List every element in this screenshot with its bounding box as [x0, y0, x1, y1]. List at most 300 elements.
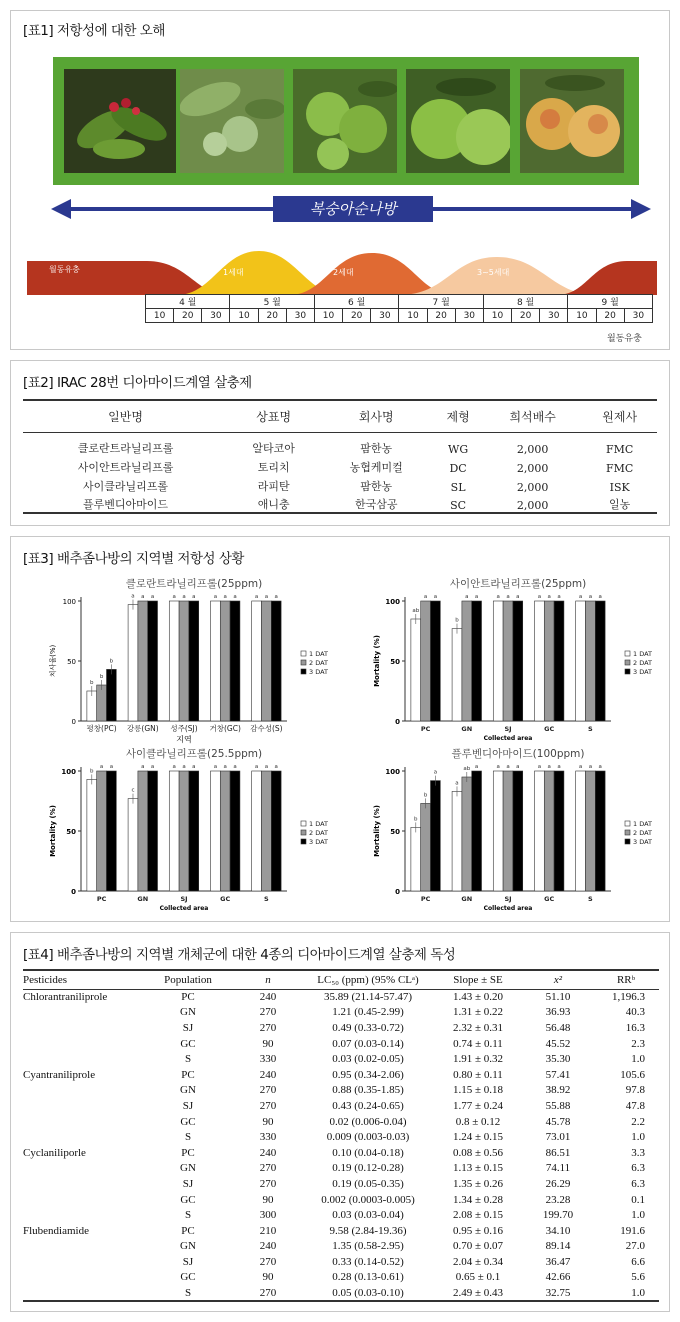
bar — [138, 771, 148, 891]
table-cell: GC — [180, 1271, 196, 1284]
legend-swatch — [625, 830, 630, 835]
significance-letter: a — [233, 594, 237, 600]
panel-table2 — [10, 360, 670, 526]
table-row — [23, 1098, 659, 1114]
bar — [452, 629, 462, 721]
table-cell: 2,000 — [516, 499, 549, 512]
table-cell: 97.8 — [625, 1084, 645, 1097]
significance-letter: a — [496, 764, 500, 770]
table-row — [23, 432, 657, 456]
calendar-day: 20 — [258, 309, 286, 323]
x-tick-label: GN — [461, 725, 473, 733]
table-cell: GC — [180, 1115, 196, 1128]
calendar-day: 10 — [568, 309, 596, 323]
table-row — [23, 1020, 659, 1036]
header-cell: Pesticides — [23, 973, 67, 986]
significance-letter: a — [516, 594, 520, 600]
table-cell: 1.31 ± 0.22 — [452, 1006, 504, 1019]
panel4-title: [표4] 배추좀나방의 지역별 개체군에 대한 4종의 디아마이드계열 살충제 독성 — [23, 947, 456, 963]
table-cell: 270 — [259, 1099, 277, 1112]
bar — [411, 827, 421, 891]
bar — [576, 771, 586, 891]
significance-letter: a — [254, 594, 259, 600]
table-cell: 2.04 ± 0.34 — [452, 1255, 504, 1268]
table-cell: PC — [181, 1224, 195, 1237]
legend-swatch — [301, 821, 306, 826]
table-cell: 2.08 ± 0.15 — [452, 1209, 504, 1222]
table-cell: GN — [180, 1006, 196, 1019]
calendar-day: 20 — [427, 309, 455, 323]
x-tick-label: 거창(GC) — [209, 724, 241, 733]
significance-letter: a — [99, 764, 104, 770]
calendar-day: 10 — [399, 309, 427, 323]
bar — [513, 601, 523, 721]
significance-letter: a — [474, 594, 479, 600]
table-cell: 16.3 — [625, 1021, 645, 1034]
table-cell: 270 — [259, 1084, 277, 1097]
table-cell: Chlorantraniliprole — [23, 991, 108, 1004]
significance-letter: a — [516, 764, 520, 770]
bar — [230, 771, 240, 891]
table-cell: 35.30 — [545, 1053, 571, 1066]
y-tick-label: 100 — [62, 598, 76, 606]
bar — [431, 781, 441, 891]
table-cell: SL — [450, 481, 466, 494]
table-cell — [23, 1176, 143, 1192]
significance-letter: a — [598, 764, 602, 770]
calendar-day: 20 — [512, 309, 540, 323]
table-row — [23, 494, 657, 513]
x-tick-label: 평창(PC) — [86, 724, 117, 733]
y-tick-label: 100 — [385, 768, 400, 776]
bar — [421, 601, 431, 721]
header-cell: 일반명 — [108, 409, 143, 424]
header-cell: x² — [553, 973, 563, 986]
significance-letter: b — [99, 674, 104, 680]
bar — [544, 601, 554, 721]
y-tick-label: 50 — [390, 828, 400, 836]
calendar-day: 30 — [540, 309, 568, 323]
significance-letter: a — [274, 764, 278, 770]
table-cell: 1.77 ± 0.24 — [452, 1099, 504, 1112]
y-tick-label: 100 — [385, 598, 400, 606]
table-cell: 330 — [259, 1131, 277, 1144]
table-cell: 240 — [259, 991, 277, 1004]
table-cell — [23, 1285, 143, 1301]
bar — [595, 771, 605, 891]
table-cell: 90 — [262, 1115, 274, 1128]
table-cell: 2,000 — [516, 443, 549, 456]
table-cell: 330 — [259, 1053, 277, 1066]
product-table-header — [23, 400, 657, 432]
table-cell: 47.8 — [625, 1099, 645, 1112]
table-cell: 농협케미컬 — [349, 461, 403, 474]
calendar-day: 30 — [624, 309, 652, 323]
bar — [472, 601, 482, 721]
table-cell: 74.11 — [545, 1162, 571, 1175]
bar — [493, 601, 503, 721]
significance-letter: a — [192, 594, 196, 600]
table-cell: SJ — [182, 1255, 194, 1268]
panel-table1 — [10, 10, 670, 350]
significance-letter: a — [474, 764, 479, 770]
significance-letter: a — [423, 594, 428, 600]
table-row — [23, 1083, 659, 1099]
table-cell: 89.14 — [545, 1240, 571, 1253]
photo-green-peach — [293, 69, 397, 173]
table-cell: 32.75 — [545, 1286, 571, 1299]
table-cell: 0.74 ± 0.11 — [453, 1037, 503, 1050]
panel1-title: [표1] 저항성에 대한 오해 — [23, 23, 165, 39]
table-cell: 35.89 (21.14-57.47) — [324, 991, 412, 1004]
table-cell: 1.91 ± 0.32 — [452, 1053, 504, 1066]
bar — [189, 771, 199, 891]
significance-letter: a — [547, 594, 551, 600]
table-cell: 1.0 — [631, 1053, 645, 1066]
table-cell: 210 — [259, 1224, 277, 1237]
chart-title: 클로란트라닐리프롤(25ppm) — [125, 578, 263, 590]
panel3-title: [표3] 배추좀나방의 지역별 저항성 상황 — [23, 551, 244, 567]
header-cell: LC₅₀ (ppm) (95% CLᵃ) — [317, 973, 419, 986]
x-tick-label: PC — [420, 895, 431, 903]
table-cell: 1.15 ± 0.18 — [452, 1084, 504, 1097]
significance-letter: a — [254, 764, 259, 770]
header-cell: 상표명 — [256, 409, 292, 424]
legend-swatch — [301, 669, 306, 674]
photo-large-green-peach — [406, 69, 510, 173]
chart-title: 사이클라닐리프롤(25.5ppm) — [125, 748, 263, 760]
x-tick-label: PC — [96, 895, 107, 903]
bar — [431, 601, 441, 721]
chart-chlorantraniliprole — [19, 573, 337, 749]
table-cell: S — [184, 1286, 192, 1299]
x-tick-label: SJ — [504, 725, 512, 733]
calendar-day: 30 — [202, 309, 230, 323]
toxicity-table — [23, 969, 659, 1302]
table-cell — [23, 1020, 143, 1036]
table-cell: SJ — [182, 1021, 194, 1034]
legend-label: 2 DAT — [633, 829, 653, 837]
table-cell: 38.92 — [545, 1084, 571, 1097]
table-cell: GN — [180, 1240, 196, 1253]
significance-letter: b — [109, 658, 114, 665]
table-cell: 0.70 ± 0.07 — [452, 1240, 504, 1253]
legend-swatch — [301, 839, 306, 844]
y-tick-label: 0 — [395, 888, 400, 896]
significance-letter: a — [433, 594, 438, 600]
table-cell: SJ — [182, 1099, 194, 1112]
significance-letter: a — [578, 764, 583, 770]
significance-letter: a — [223, 764, 227, 770]
table-cell: 알타코아 — [252, 442, 295, 455]
significance-letter: a — [496, 594, 500, 600]
table-cell: 0.33 (0.14-0.52) — [332, 1255, 404, 1268]
table-cell: 1.34 ± 0.28 — [452, 1193, 504, 1206]
y-tick-label: 0 — [71, 888, 76, 896]
photo-flower-bud — [64, 69, 176, 173]
table-cell — [23, 1161, 143, 1177]
table-cell — [23, 1270, 143, 1286]
photo-strip — [53, 57, 639, 185]
table-cell: 27.0 — [625, 1240, 645, 1253]
bar — [585, 771, 595, 891]
table-cell: WG — [448, 443, 469, 456]
calendar-month: 5 월 — [230, 295, 314, 309]
table-cell: 2,000 — [516, 462, 549, 475]
panel-table3 — [10, 536, 670, 922]
table-cell: ISK — [609, 481, 630, 494]
legend-label: 1 DAT — [309, 650, 329, 658]
calendar-footer: 월동유충 — [607, 334, 642, 344]
table-cell: 플루벤디아마이드 — [83, 498, 169, 511]
table-cell: 270 — [259, 1255, 277, 1268]
table-cell: 300 — [259, 1209, 277, 1222]
calendar-month: 6 월 — [314, 295, 398, 309]
calendar-day: 10 — [146, 309, 174, 323]
bar — [462, 601, 472, 721]
calendar-day: 10 — [230, 309, 258, 323]
table-cell: 9.58 (2.84-19.36) — [329, 1224, 407, 1237]
bar — [210, 601, 220, 721]
table-row — [23, 1207, 659, 1223]
x-axis-label: 지역 — [176, 735, 192, 744]
y-tick-label: 0 — [71, 718, 76, 726]
x-tick-label: 강릉(GN) — [126, 724, 159, 733]
panel-table4 — [10, 932, 670, 1312]
table-row — [23, 1051, 659, 1067]
calendar-day: 20 — [343, 309, 371, 323]
table-cell: 0.05 (0.03-0.10) — [332, 1286, 404, 1299]
table-cell: 1.43 ± 0.20 — [452, 991, 504, 1004]
significance-letter: a — [109, 764, 114, 770]
bar — [220, 771, 230, 891]
calendar-day: 20 — [174, 309, 202, 323]
bar — [452, 791, 462, 891]
x-tick-label: S — [588, 895, 593, 903]
table-cell — [23, 1254, 143, 1270]
x-axis-label: Collected area — [483, 905, 533, 912]
chart-title: 사이안트라닐리프롤(25ppm) — [449, 578, 587, 590]
bar — [554, 601, 564, 721]
table-cell: 팜한농 — [360, 442, 393, 455]
table-cell: 0.95 ± 0.16 — [452, 1224, 504, 1237]
legend-label: 3 DAT — [633, 668, 653, 676]
table-cell — [23, 1192, 143, 1208]
significance-letter: a — [141, 594, 145, 600]
calendar-day: 10 — [314, 309, 342, 323]
header-cell: Slope ± SE — [453, 973, 503, 986]
chart-cyclaniliprole — [19, 743, 337, 919]
table-cell: 5.6 — [631, 1271, 645, 1284]
table-cell: 0.8 ± 0.12 — [455, 1115, 501, 1128]
gen-label-1: 1세대 — [223, 268, 244, 277]
chart-cyantraniliprole — [343, 573, 661, 749]
bar — [169, 601, 179, 721]
significance-letter: a — [182, 594, 186, 600]
significance-letter: a — [588, 594, 593, 600]
legend-label: 1 DAT — [309, 820, 329, 828]
table-cell: 0.80 ± 0.11 — [453, 1068, 503, 1081]
bar — [128, 799, 138, 891]
significance-letter: a — [455, 780, 459, 787]
bar — [107, 669, 117, 721]
table-cell — [23, 1005, 143, 1021]
product-table — [23, 399, 657, 514]
table-cell: 1.0 — [631, 1209, 645, 1222]
bar — [411, 619, 421, 721]
significance-letter: a — [465, 594, 469, 600]
table-row — [23, 1129, 659, 1145]
x-tick-label: GC — [544, 725, 555, 733]
panel2-title: [표2] IRAC 28번 디아마이드계열 살충제 — [23, 375, 252, 391]
legend-swatch — [301, 651, 306, 656]
table-cell: 0.03 (0.02-0.05) — [332, 1053, 404, 1066]
bar — [261, 771, 271, 891]
bar — [87, 779, 97, 891]
header-cell: 희석배수 — [509, 409, 556, 424]
table-cell: 6.6 — [631, 1255, 645, 1268]
table-cell: 사이안트라닐리프롤 — [77, 461, 174, 474]
table-cell: 0.49 (0.33-0.72) — [332, 1021, 404, 1034]
photo-young-fruit — [180, 69, 284, 173]
table-cell: 270 — [259, 1286, 277, 1299]
x-tick-label: 성주(SJ) — [170, 724, 198, 733]
legend-swatch — [625, 669, 630, 674]
table-row — [23, 475, 657, 494]
bar — [503, 771, 513, 891]
table-cell: PC — [181, 1146, 195, 1159]
table-row — [23, 1285, 659, 1301]
table-cell: 2.2 — [631, 1115, 645, 1128]
table-cell: 0.19 (0.05-0.35) — [332, 1177, 404, 1190]
bar — [189, 601, 199, 721]
table-cell: 3.3 — [631, 1146, 645, 1159]
header-cell: 회사명 — [358, 409, 394, 424]
table-row — [23, 1254, 659, 1270]
table-cell: 1.35 ± 0.26 — [452, 1177, 504, 1190]
table-cell: 56.48 — [545, 1021, 571, 1034]
gen-label-2: 2세대 — [333, 268, 354, 277]
x-tick-label: 감수성(S) — [250, 724, 283, 733]
header-cell: 제형 — [446, 409, 470, 424]
significance-letter: b — [414, 816, 418, 823]
table-row — [23, 1161, 659, 1177]
calendar-day: 30 — [286, 309, 314, 323]
significance-letter: a — [192, 764, 196, 770]
bar — [107, 771, 117, 891]
table-row — [23, 1114, 659, 1130]
table-cell: 270 — [259, 1006, 277, 1019]
significance-letter: a — [578, 594, 583, 600]
table-cell: 1.24 ± 0.15 — [452, 1131, 504, 1144]
header-cell: Population — [164, 973, 212, 986]
table-cell: 애니충 — [257, 498, 290, 511]
table-row — [23, 1223, 659, 1239]
table-cell: 0.28 (0.13-0.61) — [332, 1271, 404, 1284]
table-cell: 23.28 — [545, 1193, 571, 1206]
x-tick-label: GN — [137, 895, 149, 903]
x-tick-label: GC — [544, 895, 555, 903]
table-cell: 한국삼공 — [354, 498, 398, 511]
significance-letter: a — [213, 764, 218, 770]
table-cell: 270 — [259, 1021, 277, 1034]
bar — [169, 771, 179, 891]
bar — [595, 601, 605, 721]
legend-label: 2 DAT — [633, 659, 653, 667]
table-cell: SC — [450, 499, 467, 512]
x-tick-label: SJ — [180, 895, 188, 903]
significance-letter: a — [172, 764, 176, 770]
legend-label: 3 DAT — [633, 838, 653, 846]
bar — [576, 601, 586, 721]
table-cell: 45.52 — [545, 1037, 571, 1050]
bar — [503, 601, 513, 721]
y-tick-label: 50 — [66, 828, 76, 836]
table-cell: Cyantraniliprole — [23, 1068, 96, 1081]
significance-letter: b — [423, 792, 428, 799]
table-cell: GC — [180, 1193, 196, 1206]
table-cell: 0.43 (0.24-0.65) — [332, 1099, 404, 1112]
table-row — [23, 1270, 659, 1286]
table-cell: 199.70 — [542, 1209, 574, 1222]
chart-title: 플루벤디아마이드(100ppm) — [451, 748, 585, 760]
table-cell: 90 — [262, 1193, 274, 1206]
x-tick-label: GN — [461, 895, 473, 903]
legend-swatch — [625, 651, 630, 656]
table-cell: 0.1 — [631, 1193, 645, 1206]
table-cell: 105.6 — [620, 1068, 645, 1081]
table-cell: PC — [181, 991, 195, 1004]
table-cell: 2.49 ± 0.43 — [452, 1286, 504, 1299]
significance-letter: a — [274, 594, 278, 600]
table-row — [23, 1036, 659, 1052]
table-cell: 6.3 — [631, 1162, 645, 1175]
significance-letter: b — [455, 617, 459, 624]
significance-letter: a — [557, 764, 561, 770]
significance-letter: b — [90, 768, 94, 775]
x-tick-label: GC — [220, 895, 231, 903]
gen-label-3: 3~5세대 — [477, 268, 510, 277]
table-cell: 240 — [259, 1146, 277, 1159]
table-row — [23, 1239, 659, 1255]
significance-letter: a — [506, 764, 510, 770]
table-cell: 36.93 — [545, 1006, 571, 1019]
x-tick-label: SJ — [504, 895, 512, 903]
table-cell: 토리치 — [257, 461, 290, 474]
bar — [462, 777, 472, 891]
legend-label: 3 DAT — [309, 668, 329, 676]
table-row — [23, 989, 659, 1005]
table-row — [23, 1192, 659, 1208]
table-cell: 26.29 — [545, 1177, 571, 1190]
bar — [230, 601, 240, 721]
significance-letter: a — [172, 594, 176, 600]
bar — [585, 601, 595, 721]
table-cell: 0.009 (0.003-0.03) — [326, 1131, 410, 1144]
calendar-month: 8 월 — [483, 295, 567, 309]
bar — [472, 771, 482, 891]
bar — [271, 771, 281, 891]
table-cell: 270 — [259, 1177, 277, 1190]
table-cell: FMC — [606, 443, 634, 456]
table-cell: 0.95 (0.34-2.06) — [332, 1068, 404, 1081]
bar — [513, 771, 523, 891]
chart-flubendiamide — [343, 743, 661, 919]
table-row — [23, 1067, 659, 1083]
table-cell: 1,196.3 — [612, 991, 645, 1004]
table-cell: 42.66 — [545, 1271, 571, 1284]
table-row — [23, 456, 657, 475]
